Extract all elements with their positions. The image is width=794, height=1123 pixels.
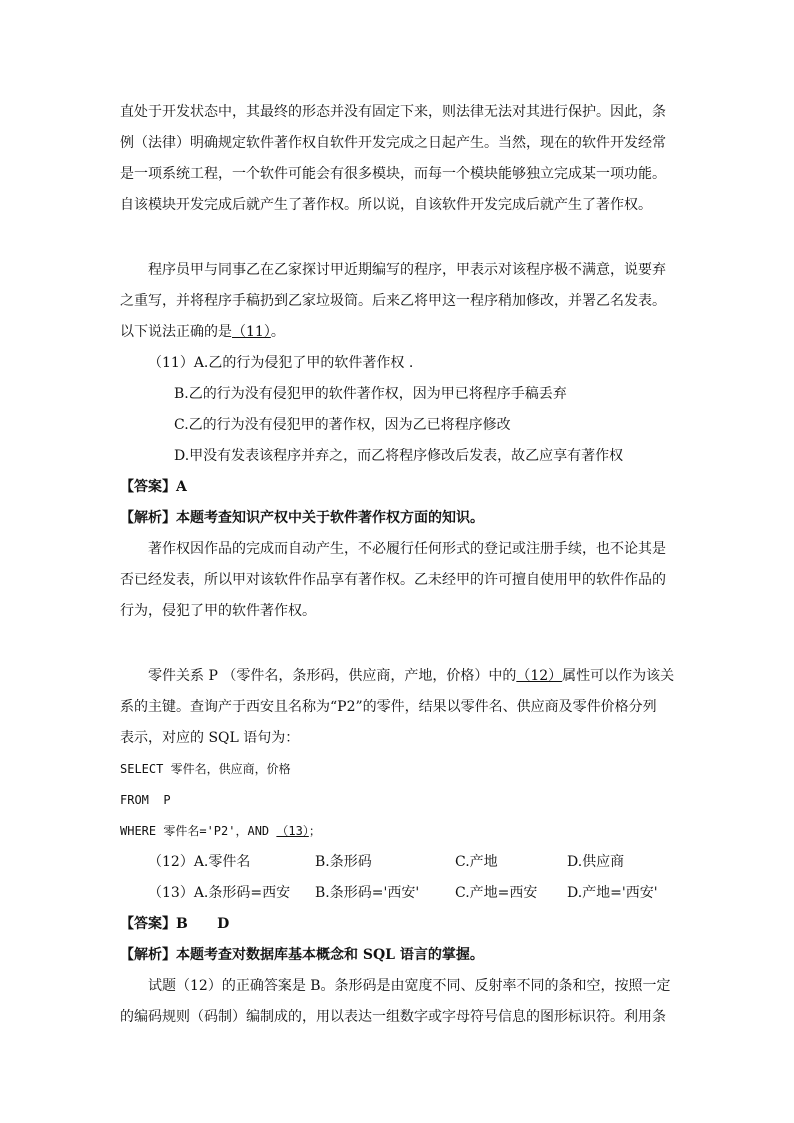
- question-stem: [120, 322, 285, 342]
- question-stem: 表示，对应的 SQL 语句为：: [120, 730, 300, 746]
- option-13-c: C.产地=西安: [455, 885, 538, 901]
- option-a: （11）A.乙的行为侵犯了甲的软件著作权 .: [148, 355, 414, 371]
- sql-line: FROM P: [120, 793, 171, 807]
- paragraph-line: 是一项系统工程，一个软件可能会有很多模块，而每一个模块能够独立完成某一项功能。: [120, 166, 666, 182]
- question-stem: 系的主键。查询产于西安且名称为“P2”的零件，结果以零件名、供应商及零件价格分列: [120, 699, 657, 715]
- analysis-line: 行为，侵犯了甲的软件著作权。: [120, 603, 316, 619]
- answer-blank: （13）: [276, 824, 309, 838]
- option-13-d: D.产地='西安': [567, 885, 658, 901]
- analysis-title: 【解析】本题考查知识产权中关于软件著作权方面的知识。: [120, 510, 484, 526]
- option-12-c: C.产地: [455, 854, 498, 870]
- question-stem: 程序员甲与同事乙在乙家探讨甲近期编写的程序，甲表示对该程序极不满意，说要弃: [148, 262, 666, 278]
- answer-blank: （12）: [516, 668, 563, 684]
- option-b: B.乙的行为没有侵犯甲的软件著作权，因为甲已将程序手稿丢弃: [174, 386, 567, 402]
- option-13-b: B.条形码='西安': [315, 885, 420, 901]
- analysis-line: 的编码规则（码制）编制成的，用以表达一组数字或字母符号信息的图形标识符。利用条: [120, 1009, 666, 1025]
- option-12-d: D.供应商: [567, 854, 625, 870]
- sql-line: [120, 821, 321, 841]
- sql-text: WHERE 零件名='P2'，AND: [120, 824, 277, 838]
- stem-text: 零件关系 P （零件名，条形码，供应商，产地，价格）中的: [148, 668, 517, 684]
- option-12-b: B.条形码: [315, 854, 372, 870]
- stem-text: 属性可以作为该关: [562, 668, 675, 684]
- analysis-title: 【解析】本题考查对数据库基本概念和 SQL 语言的掌握。: [120, 947, 484, 963]
- answer-blank: （11）: [232, 324, 271, 340]
- option-d: D.甲没有发表该程序并弃之，而乙将程序修改后发表，故乙应享有著作权: [174, 448, 624, 464]
- stem-text: 以下说法正确的是: [120, 324, 232, 340]
- paragraph-line: 例（法律）明确规定软件著作权自软件开发完成之日起产生。当然，现在的软件开发经常: [120, 135, 666, 151]
- sql-text: ；: [308, 824, 321, 838]
- analysis-line: 否已经发表，所以甲对该软件作品享有著作权。乙未经甲的许可擅自使用甲的软件作品的: [120, 572, 666, 588]
- paragraph-line: 直处于开发状态中，其最终的形态并没有固定下来，则法律无法对其进行保护。因此，条: [120, 104, 666, 120]
- option-12-a: （12）A.零件名: [148, 854, 251, 870]
- option-13-a: （13）A.条形码=西安: [148, 885, 291, 901]
- sql-line: SELECT 零件名，供应商，价格: [120, 762, 291, 776]
- answer-label: 【答案】A: [120, 479, 187, 495]
- answer-label: 【答案】B D: [120, 916, 230, 932]
- analysis-line: 试题（12）的正确答案是 B。条形码是由宽度不同、反射率不同的条和空，按照一定: [148, 978, 671, 994]
- stem-text: 。: [270, 324, 285, 340]
- question-stem: [148, 666, 674, 686]
- paragraph-line: 自该模块开发完成后就产生了著作权。所以说，自该软件开发完成后就产生了著作权。: [120, 197, 652, 213]
- analysis-line: 著作权因作品的完成而自动产生，不必履行任何形式的登记或注册手续，也不论其是: [148, 541, 666, 557]
- option-c: C.乙的行为没有侵犯甲的著作权，因为乙已将程序修改: [174, 417, 511, 433]
- question-stem: 之重写，并将程序手稿扔到乙家垃圾筒。后来乙将甲这一程序稍加修改，并署乙名发表。: [120, 293, 666, 309]
